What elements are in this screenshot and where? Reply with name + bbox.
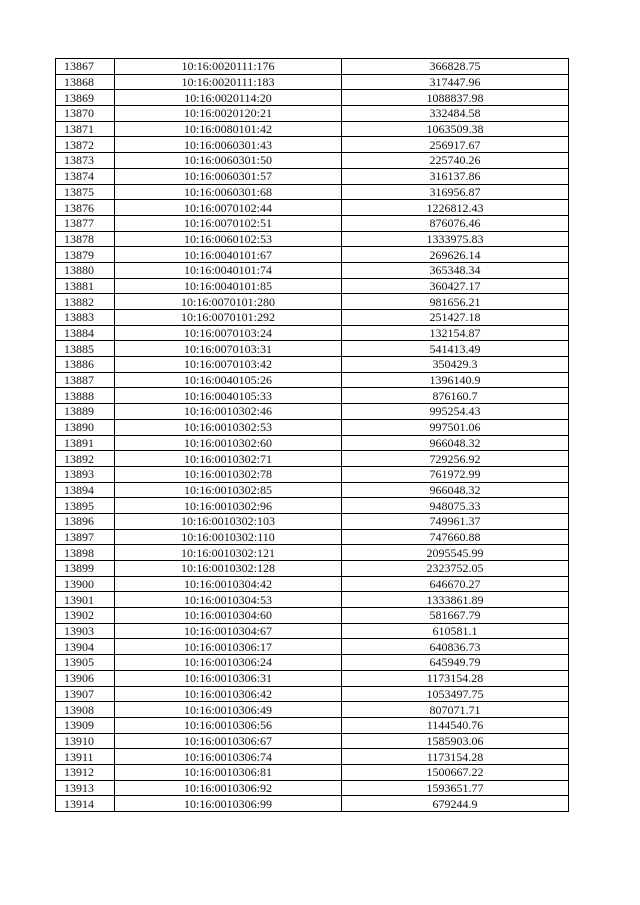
table-row — [56, 796, 569, 812]
cadastral-number-cell: 10:16:0070102:44 — [115, 200, 342, 216]
cadastral-number-cell: 10:16:0010302:85 — [115, 482, 342, 498]
cadastral-number-cell: 10:16:0040101:67 — [115, 247, 342, 263]
amount-cell: 1333861.89 — [342, 592, 569, 608]
row-number-cell: 13867 — [56, 59, 115, 75]
row-number-cell: 13876 — [56, 200, 115, 216]
amount-cell: 761972.99 — [342, 466, 569, 482]
row-number-cell: 13910 — [56, 733, 115, 749]
table-row — [56, 670, 569, 686]
table-row — [56, 137, 569, 153]
amount-cell: 366828.75 — [342, 59, 569, 75]
cadastral-number-cell: 10:16:0010306:74 — [115, 749, 342, 765]
cadastral-number-cell: 10:16:0060301:50 — [115, 153, 342, 169]
amount-cell: 1585903.06 — [342, 733, 569, 749]
amount-cell: 350429.3 — [342, 357, 569, 373]
cadastral-number-cell: 10:16:0010302:53 — [115, 419, 342, 435]
amount-cell: 2095545.99 — [342, 545, 569, 561]
cadastral-number-cell: 10:16:0010302:78 — [115, 466, 342, 482]
cadastral-number-cell: 10:16:0010302:103 — [115, 513, 342, 529]
cadastral-number-cell: 10:16:0010306:31 — [115, 670, 342, 686]
row-number-cell: 13894 — [56, 482, 115, 498]
table-row — [56, 780, 569, 796]
table-row — [56, 231, 569, 247]
table-row — [56, 168, 569, 184]
cadastral-number-cell: 10:16:0010306:56 — [115, 717, 342, 733]
row-number-cell: 13885 — [56, 341, 115, 357]
amount-cell: 1396140.9 — [342, 372, 569, 388]
amount-cell: 876076.46 — [342, 215, 569, 231]
amount-cell: 581667.79 — [342, 608, 569, 624]
amount-cell: 948075.33 — [342, 498, 569, 514]
amount-cell: 876160.7 — [342, 388, 569, 404]
cadastral-number-cell: 10:16:0040105:26 — [115, 372, 342, 388]
table-row — [56, 592, 569, 608]
row-number-cell: 13913 — [56, 780, 115, 796]
cadastral-number-cell: 10:16:0040101:74 — [115, 262, 342, 278]
row-number-cell: 13897 — [56, 529, 115, 545]
amount-cell: 729256.92 — [342, 451, 569, 467]
row-number-cell: 13914 — [56, 796, 115, 812]
cadastral-number-cell: 10:16:0010304:67 — [115, 623, 342, 639]
table-row — [56, 498, 569, 514]
table-row — [56, 278, 569, 294]
amount-cell: 640836.73 — [342, 639, 569, 655]
table-row — [56, 372, 569, 388]
row-number-cell: 13899 — [56, 561, 115, 577]
table-row — [56, 482, 569, 498]
table-row — [56, 74, 569, 90]
amount-cell: 1333975.83 — [342, 231, 569, 247]
table-row — [56, 466, 569, 482]
amount-cell: 995254.43 — [342, 404, 569, 420]
amount-cell: 1053497.75 — [342, 686, 569, 702]
table-row — [56, 419, 569, 435]
row-number-cell: 13884 — [56, 325, 115, 341]
cadastral-number-cell: 10:16:0040101:85 — [115, 278, 342, 294]
table-row — [56, 451, 569, 467]
amount-cell: 966048.32 — [342, 435, 569, 451]
row-number-cell: 13881 — [56, 278, 115, 294]
amount-cell: 1088837.98 — [342, 90, 569, 106]
row-number-cell: 13904 — [56, 639, 115, 655]
row-number-cell: 13909 — [56, 717, 115, 733]
cadastral-number-cell: 10:16:0070103:31 — [115, 341, 342, 357]
amount-cell: 645949.79 — [342, 655, 569, 671]
row-number-cell: 13868 — [56, 74, 115, 90]
cadastral-number-cell: 10:16:0010304:60 — [115, 608, 342, 624]
amount-cell: 256917.67 — [342, 137, 569, 153]
row-number-cell: 13877 — [56, 215, 115, 231]
cadastral-number-cell: 10:16:0010302:46 — [115, 404, 342, 420]
row-number-cell: 13889 — [56, 404, 115, 420]
cadastral-number-cell: 10:16:0010306:24 — [115, 655, 342, 671]
row-number-cell: 13901 — [56, 592, 115, 608]
cadastral-number-cell: 10:16:0060301:57 — [115, 168, 342, 184]
cadastral-number-cell: 10:16:0010304:53 — [115, 592, 342, 608]
row-number-cell: 13886 — [56, 357, 115, 373]
amount-cell: 1063509.38 — [342, 121, 569, 137]
table-row — [56, 357, 569, 373]
table-row — [56, 702, 569, 718]
table-row — [56, 513, 569, 529]
cadastral-number-cell: 10:16:0070103:42 — [115, 357, 342, 373]
table-row — [56, 404, 569, 420]
cadastral-number-cell: 10:16:0010302:110 — [115, 529, 342, 545]
cadastral-number-cell: 10:16:0060102:53 — [115, 231, 342, 247]
amount-cell: 749961.37 — [342, 513, 569, 529]
table-row — [56, 686, 569, 702]
table-row — [56, 545, 569, 561]
row-number-cell: 13888 — [56, 388, 115, 404]
amount-cell: 332484.58 — [342, 106, 569, 122]
row-number-cell: 13896 — [56, 513, 115, 529]
cadastral-number-cell: 10:16:0060301:43 — [115, 137, 342, 153]
row-number-cell: 13883 — [56, 310, 115, 326]
table-row — [56, 749, 569, 765]
row-number-cell: 13912 — [56, 764, 115, 780]
amount-cell: 1173154.28 — [342, 670, 569, 686]
amount-cell: 316137.86 — [342, 168, 569, 184]
cadastral-number-cell: 10:16:0010306:67 — [115, 733, 342, 749]
row-number-cell: 13908 — [56, 702, 115, 718]
table-row — [56, 153, 569, 169]
amount-cell: 251427.18 — [342, 310, 569, 326]
row-number-cell: 13898 — [56, 545, 115, 561]
cadastral-number-cell: 10:16:0070102:51 — [115, 215, 342, 231]
row-number-cell: 13869 — [56, 90, 115, 106]
amount-cell: 1226812.43 — [342, 200, 569, 216]
amount-cell: 2323752.05 — [342, 561, 569, 577]
row-number-cell: 13870 — [56, 106, 115, 122]
row-number-cell: 13890 — [56, 419, 115, 435]
row-number-cell: 13895 — [56, 498, 115, 514]
table-row — [56, 717, 569, 733]
table-row — [56, 106, 569, 122]
table-row — [56, 215, 569, 231]
row-number-cell: 13887 — [56, 372, 115, 388]
cadastral-number-cell: 10:16:0010306:81 — [115, 764, 342, 780]
amount-cell: 316956.87 — [342, 184, 569, 200]
amount-cell: 1173154.28 — [342, 749, 569, 765]
cadastral-number-cell: 10:16:0080101:42 — [115, 121, 342, 137]
amount-cell: 1500667.22 — [342, 764, 569, 780]
amount-cell: 1144540.76 — [342, 717, 569, 733]
row-number-cell: 13893 — [56, 466, 115, 482]
table-row — [56, 200, 569, 216]
row-number-cell: 13903 — [56, 623, 115, 639]
cadastral-number-cell: 10:16:0070103:24 — [115, 325, 342, 341]
row-number-cell: 13891 — [56, 435, 115, 451]
row-number-cell: 13892 — [56, 451, 115, 467]
table-row — [56, 325, 569, 341]
cadastral-number-cell: 10:16:0060301:68 — [115, 184, 342, 200]
row-number-cell: 13871 — [56, 121, 115, 137]
row-number-cell: 13880 — [56, 262, 115, 278]
data-table — [55, 58, 569, 812]
amount-cell: 981656.21 — [342, 294, 569, 310]
cadastral-number-cell: 10:16:0020111:183 — [115, 74, 342, 90]
cadastral-number-cell: 10:16:0070101:292 — [115, 310, 342, 326]
amount-cell: 225740.26 — [342, 153, 569, 169]
amount-cell: 1593651.77 — [342, 780, 569, 796]
cadastral-number-cell: 10:16:0010306:49 — [115, 702, 342, 718]
row-number-cell: 13879 — [56, 247, 115, 263]
row-number-cell: 13873 — [56, 153, 115, 169]
table-row — [56, 623, 569, 639]
amount-cell: 997501.06 — [342, 419, 569, 435]
row-number-cell: 13900 — [56, 576, 115, 592]
row-number-cell: 13902 — [56, 608, 115, 624]
table-row — [56, 639, 569, 655]
table-row — [56, 184, 569, 200]
amount-cell: 747660.88 — [342, 529, 569, 545]
amount-cell: 966048.32 — [342, 482, 569, 498]
row-number-cell: 13872 — [56, 137, 115, 153]
amount-cell: 679244.9 — [342, 796, 569, 812]
cadastral-number-cell: 10:16:0010302:121 — [115, 545, 342, 561]
table-row — [56, 733, 569, 749]
table-row — [56, 262, 569, 278]
row-number-cell: 13878 — [56, 231, 115, 247]
cadastral-number-cell: 10:16:0010302:71 — [115, 451, 342, 467]
table-row — [56, 764, 569, 780]
table-row — [56, 655, 569, 671]
amount-cell: 646670.27 — [342, 576, 569, 592]
row-number-cell: 13875 — [56, 184, 115, 200]
row-number-cell: 13906 — [56, 670, 115, 686]
row-number-cell: 13907 — [56, 686, 115, 702]
table-row — [56, 59, 569, 75]
row-number-cell: 13905 — [56, 655, 115, 671]
row-number-cell: 13911 — [56, 749, 115, 765]
table-row — [56, 247, 569, 263]
row-number-cell: 13882 — [56, 294, 115, 310]
table-row — [56, 90, 569, 106]
amount-cell: 360427.17 — [342, 278, 569, 294]
amount-cell: 269626.14 — [342, 247, 569, 263]
table-row — [56, 388, 569, 404]
cadastral-number-cell: 10:16:0010302:60 — [115, 435, 342, 451]
table-row — [56, 121, 569, 137]
table-row — [56, 294, 569, 310]
cadastral-number-cell: 10:16:0010306:92 — [115, 780, 342, 796]
amount-cell: 807071.71 — [342, 702, 569, 718]
amount-cell: 317447.96 — [342, 74, 569, 90]
cadastral-number-cell: 10:16:0010304:42 — [115, 576, 342, 592]
amount-cell: 365348.34 — [342, 262, 569, 278]
cadastral-number-cell: 10:16:0020120:21 — [115, 106, 342, 122]
table-row — [56, 576, 569, 592]
table-body — [56, 59, 569, 812]
cadastral-number-cell: 10:16:0020114:20 — [115, 90, 342, 106]
cadastral-number-cell: 10:16:0070101:280 — [115, 294, 342, 310]
cadastral-number-cell: 10:16:0040105:33 — [115, 388, 342, 404]
cadastral-number-cell: 10:16:0020111:176 — [115, 59, 342, 75]
row-number-cell: 13874 — [56, 168, 115, 184]
cadastral-number-cell: 10:16:0010302:128 — [115, 561, 342, 577]
table-row — [56, 608, 569, 624]
cadastral-number-cell: 10:16:0010306:17 — [115, 639, 342, 655]
table-row — [56, 561, 569, 577]
table-row — [56, 435, 569, 451]
cadastral-number-cell: 10:16:0010306:42 — [115, 686, 342, 702]
amount-cell: 610581.1 — [342, 623, 569, 639]
table-row — [56, 310, 569, 326]
cadastral-number-cell: 10:16:0010302:96 — [115, 498, 342, 514]
table-row — [56, 341, 569, 357]
amount-cell: 132154.87 — [342, 325, 569, 341]
table-row — [56, 529, 569, 545]
cadastral-number-cell: 10:16:0010306:99 — [115, 796, 342, 812]
amount-cell: 541413.49 — [342, 341, 569, 357]
